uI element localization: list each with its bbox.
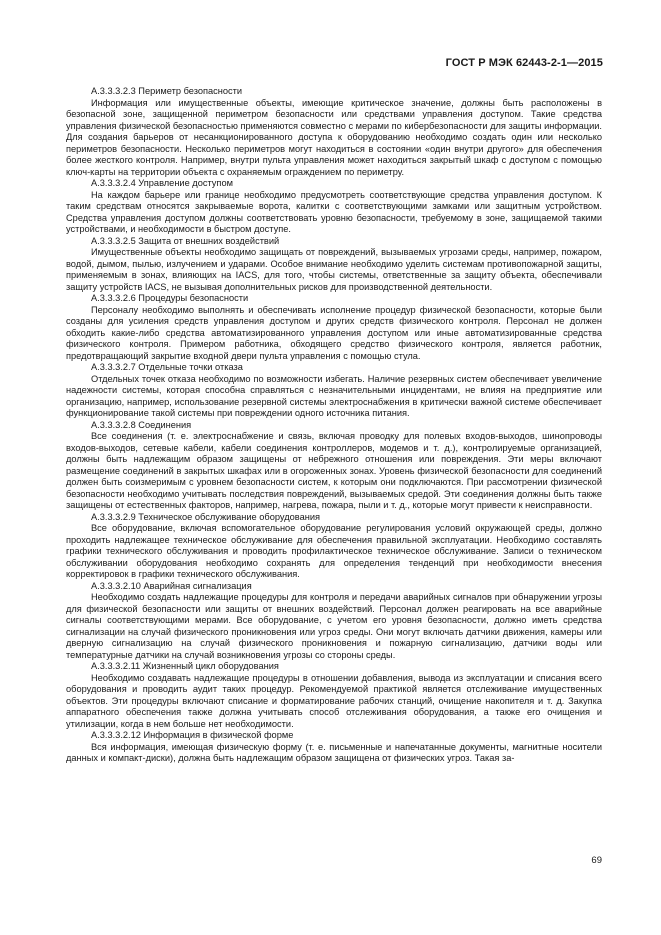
paragraph: На каждом барьере или границе необходимо предусмотреть соответствующие средства управления доступом. К таким средствам относятся закрываемые ворота, калитки с соответствующими замками или защитным устройством. Средства управления доступом должны соответствовать уровню безопасности, требуемому в зоне, защищаемой такими устройствами, и необходимости в быстром доступе.: [66, 189, 602, 234]
document-header: ГОСТ Р МЭК 62443-2-1—2015: [445, 57, 603, 69]
section-title: A.3.3.3.2.4 Управление доступом: [91, 178, 233, 188]
section-connections: [66, 420, 602, 512]
paragraph: Персоналу необходимо выполнять и обеспечивать исполнение процедур физической безопасности, которые были созданы для усиления средств управления доступом и других средств физического контроля. Персонал не должен обходить какие-либо средства автоматизированного управления доступом или иные автоматизированные средства физического контроля. Примером работника, обходящего средство физического контроля, является работник, предотвращающий закрытие входной двери пульта управления с помощью стула.: [66, 304, 602, 361]
section-title: A.3.3.3.2.5 Защита от внешних воздействий: [91, 235, 280, 246]
section-title: A.3.3.3.2.6 Процедуры безопасности: [91, 293, 249, 303]
section-security-procedures: [66, 293, 602, 362]
page-number: 69: [591, 855, 602, 866]
section-environmental-protection: [66, 236, 602, 294]
paragraph: Все соединения (т. е. электроснабжение и связь, включая проводку для полевых входов-выходов, шинопроводы входов-выходов, сетевые кабели, кабели соединения контроллеров, модемов и т. д.), контролируемые организацией, должны быть надлежащим образом защищены от небрежного отношения или повреждения. Эти меры включают размещение соединений в закрытых шкафах или в огороженных зонах. Уровень физической безопасности для соединений должен быть соизмеримым с уровнем безопасности систем, к которым они подключаются. При рассмотрении физической безопасности необходимо учитывать последствия повреждений, вызываемых средой. Эти соединения должны быть также защищены от естественных факторов, например, нагрева, пожара, пыли и т. д., которые могут привести к неисправности.: [66, 431, 602, 510]
section-security-perimeter: [66, 86, 602, 178]
paragraph: Информация или имущественные объекты, имеющие критическое значение, должны быть расположены в безопасной зоне, защищенной периметром безопасности или средствами управления доступом. Такие средства управления физической безопасностью применяются совместно с мерами по кибербезопасности для защиты информации. Для создания барьеров от несанкционированного доступа к оборудованию необходимо создать один или несколько периметров безопасности. Несколько периметров могут находиться в состоянии «один внутри другого» для обеспечения более жесткого контроля. Например, внутри пульта управления может находиться закрытый шкаф с доступом с помощью ключ-карты на территории объекта с охраняемым ограждением по периметру.: [66, 97, 602, 177]
paragraph: Вся информация, имеющая физическую форму (т. е. письменные и напечатанные документы, магнитные носители данных и компакт-диски), должна быть надлежащим образом защищена от физических угроз. Такая за-: [66, 741, 602, 763]
section-single-points-of-failure: [66, 362, 602, 420]
section-access-control: [66, 178, 602, 236]
section-equipment-maintenance: [66, 512, 602, 581]
paragraph: Необходимо создать надлежащие процедуры для контроля и передачи аварийных сигналов при обнаружении угрозы для физической безопасности или защиты от внешних воздействий. Персонал должен реагировать на все аварийные сигналы соответствующими мерами. Все оборудование, с учетом его уровня безопасности, должно иметь средства сигнализации на случай физического проникновения или угроз среды. Они могут включать датчики движения, камеры или дверную сигнализацию на случай физического проникновения и пожарную сигнализацию, датчики воды или температурные датчики на случай возникновения угрозы со стороны среды.: [66, 592, 602, 660]
paragraph: Отдельных точек отказа необходимо по возможности избегать. Наличие резервных систем обеспечивает увеличение надежности системы, которая способна справляться с незначительными инцидентами, не влияя на предприятие или организацию, например, использование резервной системы электроснабжения в критически важной системе обеспечивает функционирование такой системы при повреждении одного источника питания.: [66, 373, 602, 418]
section-alarms: [66, 581, 602, 662]
section-title: A.3.3.3.2.12 Информация в физической форме: [91, 730, 294, 740]
section-physical-information: [66, 730, 602, 765]
section-title: A.3.3.3.2.8 Соединения: [91, 419, 192, 430]
section-title: A.3.3.3.2.9 Техническое обслуживание оборудования: [91, 511, 320, 522]
section-equipment-lifecycle: [66, 661, 602, 730]
paragraph: Все оборудование, включая вспомогательное оборудование регулирования условий окружающей среды, должно проходить надлежащее техническое обслуживание для обеспечения правильной эксплуатации. Необходимо составлять графики технического обслуживания и проводить профилактическое техническое обслуживание. Записи о техническом обслуживании оборудования необходимо сохранять для определения тенденций при необходимости внесения корректировок в графики технического обслуживания.: [66, 523, 602, 579]
paragraph: Необходимо создавать надлежащие процедуры в отношении добавления, вывода из эксплуатации и списания всего оборудования и проводить аудит таких процедур. Рекомендуемой практикой является отслеживание имущественных объектов. Эти процедуры включают списание и форматирование рабочих станций, очищение накопителя и т. д. Закупка аппаратного обеспечения также должна учитывать способ отслеживания оборудования, а также его очищения и утилизации, когда в нем больше нет необходимости.: [66, 672, 602, 729]
section-title: A.3.3.3.2.11 Жизненный цикл оборудования: [91, 661, 279, 671]
section-title: A.3.3.3.2.3 Периметр безопасности: [91, 86, 243, 96]
paragraph: Имущественные объекты необходимо защищать от повреждений, вызываемых угрозами среды, например, пожаром, водой, дымом, пылью, излучением и ударами. Особое внимание необходимо уделить системам противопожарной защиты, применяемым в зонах, влияющих на IACS, для того, чтобы системы, ответственные за защиту объекта, обеспечивали защиту устройств IACS, не вызывая дополнительных рисков для производственной деятельности.: [66, 247, 602, 292]
page-content: [66, 86, 602, 765]
section-title: A.3.3.3.2.10 Аварийная сигнализация: [91, 580, 252, 591]
section-title: A.3.3.3.2.7 Отдельные точки отказа: [91, 362, 243, 372]
